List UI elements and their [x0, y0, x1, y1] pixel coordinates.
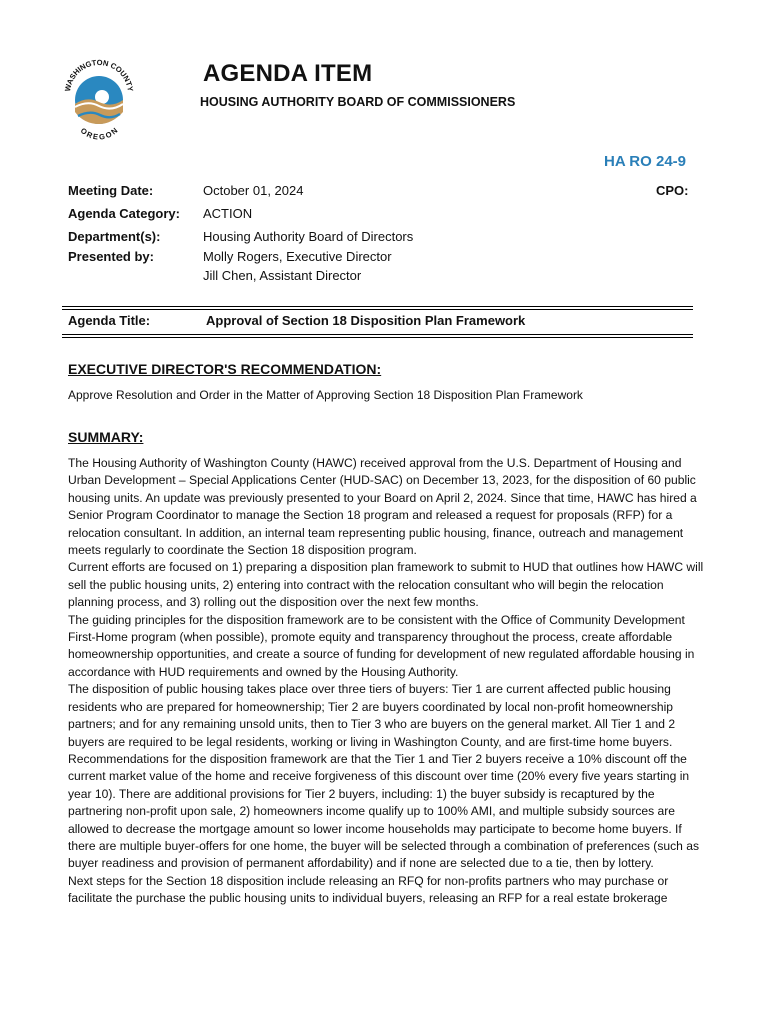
summary-body — [68, 455, 704, 908]
page-title: AGENDA ITEM — [203, 60, 373, 87]
divider-top-1 — [62, 306, 693, 307]
agenda-category-value: ACTION — [203, 206, 253, 221]
agenda-category-label: Agenda Category: — [68, 206, 180, 221]
washington-county-logo — [62, 52, 136, 146]
agenda-title-value: Approval of Section 18 Disposition Plan Framework — [206, 313, 526, 328]
cpo-label: CPO: — [656, 183, 689, 198]
summary-paragraph: The Housing Authority of Washington County (HAWC) received approval from the U.S. Department of Housing and Urban Development – Special Applications Center (HUD-SAC) on December 13, 2023, for the disposition of 60 public housing units. An update was previously presented to your Board on April 2, 2024. Since that time, HAWC has hired a Senior Program Coordinator to manage the Section 18 program and released a request for proposals (RFP) for a relocation consultant. In addition, an internal team representing public housing, finance, outreach and management meets regularly to coordinate the Section 18 disposition program. — [68, 456, 697, 558]
summary-paragraph: Recommendations for the disposition framework are that the Tier 1 and Tier 2 buyers receive a 10% discount off the current market value of the home and receive forgiveness of this discount over time (20% every five years starting in year 10). There are additional provisions for Tier 2 buyers, including: 1) the buyer subsidy is recaptured by the partnering non-profit upon sale, 2) homeowners income qualify up to 100% AMI, and multiple subsidy sources are allowed to decrease the mortgage amount so lower income households may participate to become home buyers. If there are multiple buyer-offers for one home, the buyer will be selected through a combination of preferences (such as buyer readiness and provision of permanent affordability) and if none are selected due to a tie, then by lottery. — [68, 751, 700, 871]
departments-value: Housing Authority Board of Directors — [203, 229, 414, 244]
svg-text:OREGON: OREGON — [78, 126, 120, 142]
svg-text:WASHINGTON COUNTY: WASHINGTON COUNTY — [63, 57, 135, 93]
recommendation-text: Approve Resolution and Order in the Matter of Approving Section 18 Disposition Plan Framework — [68, 388, 583, 402]
summary-heading: SUMMARY: — [68, 429, 144, 445]
agenda-title-label: Agenda Title: — [68, 313, 151, 328]
presented-by-label: Presented by: — [68, 249, 154, 264]
meeting-date-value: October 01, 2024 — [203, 183, 304, 198]
summary-paragraph: Current efforts are focused on 1) preparing a disposition plan framework to submit to HUD that outlines how HAWC will sell the public housing units, 2) entering into contract with the relocation consultant who will begin the relocation planning process, and 3) rolling out the disposition over the next few months. — [68, 560, 704, 610]
county-seal-icon — [62, 52, 136, 146]
summary-paragraph: Next steps for the Section 18 disposition include releasing an RFQ for non-profits partners who may purchase or facilitate the purchase the public housing units to individual buyers, releasing an RFP for a real estate brokerage — [68, 873, 669, 906]
divider-bottom-2 — [62, 337, 693, 338]
presenter-1: Molly Rogers, Executive Director — [203, 249, 392, 264]
recommendation-heading: EXECUTIVE DIRECTOR'S RECOMMENDATION: — [68, 361, 382, 377]
summary-paragraph: The guiding principles for the disposition framework are to be consistent with the Office of Community Development First-Home program (when possible), promote equity and transparency throughout the process, create affordable homeownership opportunities, and create a source of funding for development of new regulated affordable housing in accordance with HUD requirements and owned by the Housing Authority. — [68, 612, 695, 679]
meeting-date-label: Meeting Date: — [68, 183, 154, 198]
divider-bottom-1 — [62, 334, 693, 335]
presenter-2: Jill Chen, Assistant Director — [203, 268, 362, 283]
departments-label: Department(s): — [68, 229, 161, 244]
reference-number: HA RO 24-9 — [604, 153, 686, 170]
summary-paragraph: The disposition of public housing takes place over three tiers of buyers: Tier 1 are current affected public housing residents who are prepared for homeownership; Tier 2 are buyers coordinated by local non-profit homeownership partners; and for any remaining unsold units, then to Tier 3 who are buyers on the general market. All Tier 1 and 2 buyers are required to be legal residents, working or living in Washington County, and are first-time home buyers. — [68, 682, 676, 749]
page-subtitle: HOUSING AUTHORITY BOARD OF COMMISSIONERS — [200, 95, 516, 109]
divider-top-2 — [62, 309, 693, 310]
